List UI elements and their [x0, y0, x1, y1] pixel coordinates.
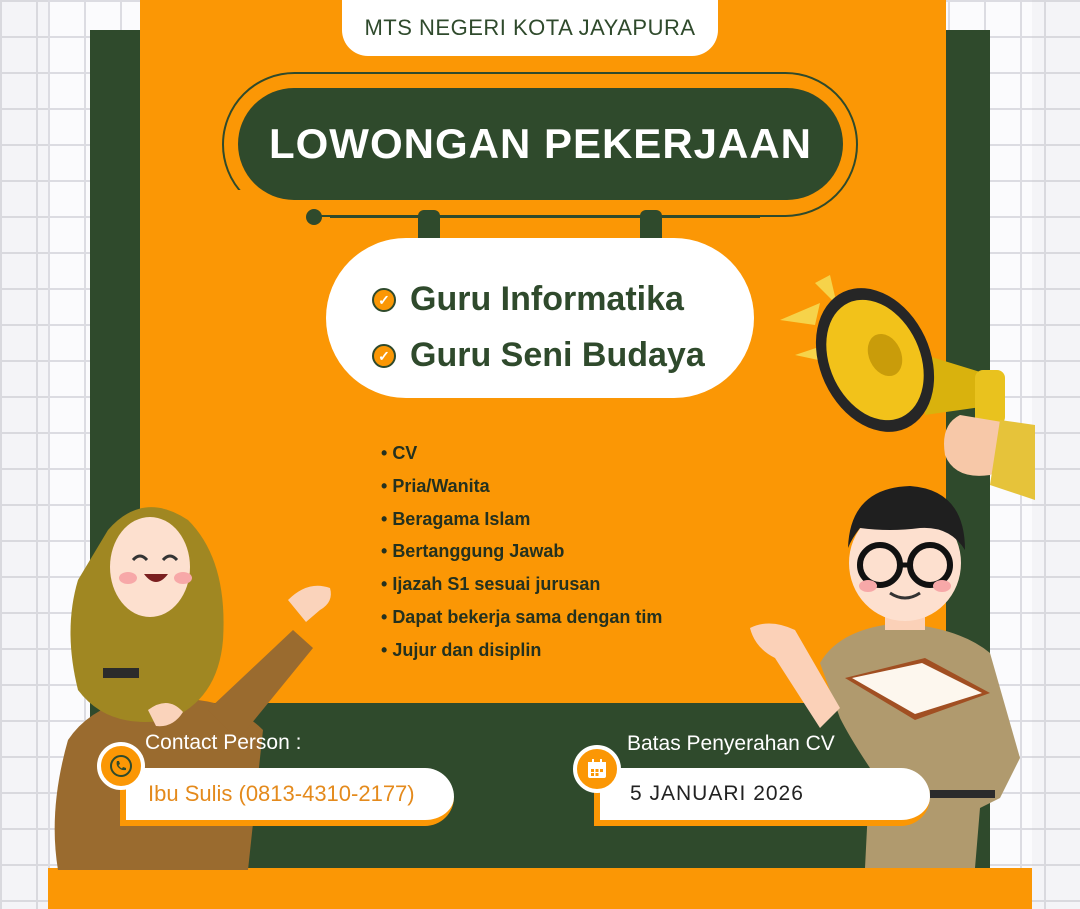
position-label: Guru Seni Budaya [410, 336, 705, 374]
position-label: Guru Informatika [410, 280, 684, 318]
calendar-icon [573, 745, 621, 793]
requirement-item: • Pria/Wanita [381, 474, 662, 507]
page-title: LOWONGAN PEKERJAAN [238, 88, 843, 200]
calendar-glyph [585, 757, 609, 781]
requirement-item: • Ijazah S1 sesuai jurusan [381, 572, 662, 605]
phone-glyph [109, 754, 133, 778]
school-name: MTS NEGERI KOTA JAYAPURA [342, 0, 718, 56]
phone-icon [97, 742, 145, 790]
check-circle-icon: ✓ [372, 344, 396, 368]
megaphone-icon [775, 275, 1035, 510]
bottom-orange-strip [48, 868, 1032, 909]
title-decor-line [330, 216, 760, 218]
positions-card [326, 238, 754, 398]
requirement-item: • Dapat bekerja sama dengan tim [381, 605, 662, 638]
requirement-item: • Jujur dan disiplin [381, 638, 662, 671]
contact-value-box [120, 768, 454, 826]
requirements-list [381, 441, 662, 671]
requirement-item: • Bertanggung Jawab [381, 539, 662, 572]
requirement-item: • Beragama Islam [381, 507, 662, 540]
contact-label: Contact Person : [145, 731, 302, 754]
deadline-value-box [594, 768, 930, 826]
position-item [372, 336, 705, 375]
deadline-label: Batas Penyerahan CV [627, 732, 835, 755]
position-item [372, 280, 684, 319]
title-decor-dot [306, 209, 322, 225]
check-circle-icon: ✓ [372, 288, 396, 312]
requirement-item: • CV [381, 441, 662, 474]
deadline-value: 5 JANUARI 2026 [630, 782, 804, 805]
contact-value: Ibu Sulis (0813-4310-2177) [148, 781, 415, 806]
